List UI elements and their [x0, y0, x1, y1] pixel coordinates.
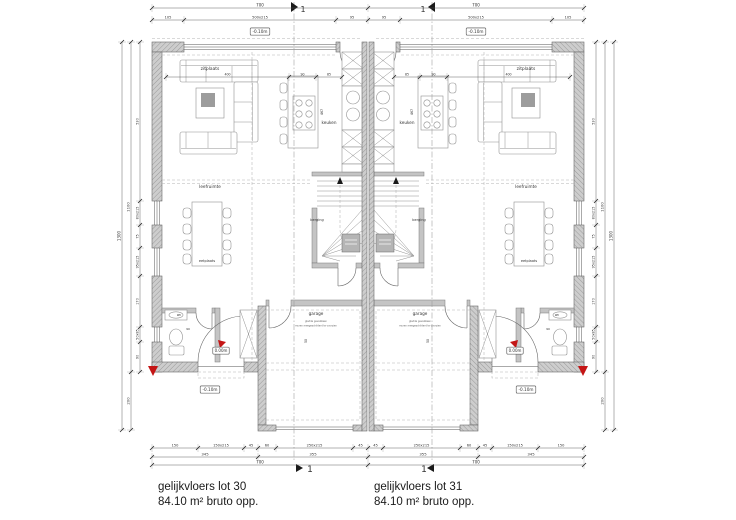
- dim-left-col-inner: [135, 40, 144, 374]
- svg-text:90: 90: [300, 72, 305, 77]
- svg-text:95x215: 95x215: [591, 255, 596, 269]
- svg-text:90: 90: [591, 354, 596, 360]
- svg-text:150: 150: [557, 443, 565, 448]
- house-lot30: [152, 39, 364, 432]
- kitchen-island: [280, 76, 318, 148]
- svg-text:75: 75: [591, 234, 596, 239]
- svg-text:0.00m: 0.00m: [508, 348, 522, 353]
- svg-text:85: 85: [326, 72, 332, 77]
- svg-text:1: 1: [420, 5, 426, 14]
- svg-text:355: 355: [419, 451, 427, 457]
- room-label-eetplaats-lot31: [521, 259, 538, 263]
- caption-lot31-area: 84.10 m² bruto opp.: [374, 496, 475, 508]
- caption-lot31: [374, 480, 474, 510]
- section-marker-1-top-left: [300, 5, 305, 14]
- room-label-garage-lot30: [309, 311, 324, 316]
- svg-text:500x215: 500x215: [252, 15, 268, 20]
- svg-text:700: 700: [472, 459, 480, 465]
- dim-kitchen-depth-lot30: [320, 109, 324, 115]
- svg-text:150x215: 150x215: [507, 443, 523, 448]
- svg-text:90: 90: [186, 327, 190, 331]
- red-markers: [148, 340, 588, 376]
- level-label-010-top-lot31: [466, 28, 486, 35]
- dim-bottom-row1: [150, 443, 586, 452]
- caption-lot30-title: gelijkvloers lot 30: [158, 481, 247, 493]
- svg-text:90: 90: [135, 354, 140, 360]
- svg-text:200: 200: [125, 397, 131, 405]
- svg-text:-0.10m: -0.10m: [468, 29, 484, 34]
- room-label-keuken-lot30: [321, 120, 336, 125]
- garage-note-line2-lot30: [295, 325, 337, 328]
- dim-garage-50-lot31: [426, 339, 430, 343]
- svg-text:muren meegeschilderd te voorzi: muren meegeschilderd te voorzien: [399, 324, 441, 328]
- svg-text:50x85: 50x85: [135, 329, 140, 340]
- svg-text:45: 45: [248, 443, 254, 448]
- svg-text:105: 105: [164, 15, 172, 20]
- kitchen-cabinets: [342, 52, 364, 172]
- dim-wc-90-lot31: [546, 327, 550, 331]
- svg-text:1100: 1100: [599, 202, 605, 212]
- svg-text:1300: 1300: [608, 230, 614, 242]
- svg-text:zitplaats: zitplaats: [200, 67, 220, 72]
- section-arrow-top-right: [428, 2, 435, 12]
- section-marker-1-bottom-left: [307, 465, 313, 475]
- svg-text:garage: garage: [412, 311, 428, 316]
- svg-text:700: 700: [472, 2, 480, 8]
- room-label-zitplaats-lot30: [201, 66, 220, 72]
- room-label-keuken-lot31: [399, 120, 414, 125]
- svg-text:60: 60: [264, 443, 270, 448]
- dim-right-col-outer: [608, 40, 618, 432]
- svg-text:80x215: 80x215: [591, 206, 596, 220]
- dim-kitchen-depth-lot31: [410, 109, 414, 115]
- caption-lot30: [158, 480, 258, 510]
- svg-text:1300: 1300: [116, 230, 122, 242]
- dim-top-row1: [150, 2, 586, 12]
- room-label-berging-lot31: [412, 218, 425, 222]
- svg-text:keuken: keuken: [321, 120, 337, 125]
- level-label-000-lot30: [213, 347, 229, 354]
- svg-text:1: 1: [300, 5, 306, 14]
- svg-text:-0.10m: -0.10m: [252, 29, 268, 34]
- room-label-zitplaats-lot31: [517, 66, 536, 72]
- svg-text:75: 75: [135, 234, 140, 239]
- section-marker-1-top-right: [420, 5, 425, 14]
- section-marker-1-bottom-right: [421, 465, 427, 475]
- level-label-010-bottom-lot30: [200, 386, 220, 393]
- svg-text:250x215: 250x215: [306, 443, 323, 448]
- house-lot31: [372, 39, 584, 432]
- svg-text:95: 95: [381, 15, 387, 20]
- level-label-010-top-lot30: [250, 28, 270, 35]
- svg-text:250x215: 250x215: [413, 443, 430, 448]
- svg-text:eetplaats: eetplaats: [520, 259, 538, 263]
- room-label-leefruimte-lot31: [515, 184, 537, 189]
- svg-text:95: 95: [349, 15, 355, 20]
- svg-text:90: 90: [431, 72, 436, 77]
- svg-text:700: 700: [256, 2, 264, 8]
- svg-text:50x85: 50x85: [591, 329, 596, 340]
- svg-text:wc: wc: [554, 313, 560, 317]
- svg-text:150x215: 150x215: [213, 443, 229, 448]
- garage-note-line1-lot31: [409, 320, 432, 323]
- svg-text:leefruimte: leefruimte: [199, 184, 221, 189]
- svg-text:1: 1: [307, 465, 313, 475]
- svg-text:50: 50: [426, 338, 430, 344]
- dim-left-col-mid: [125, 40, 135, 432]
- svg-text:berging: berging: [412, 218, 426, 222]
- room-label-berging-lot30: [310, 218, 323, 222]
- svg-text:leefruimte: leefruimte: [515, 184, 537, 189]
- svg-text:50: 50: [304, 338, 308, 344]
- svg-text:467: 467: [410, 108, 414, 116]
- svg-text:eetplaats: eetplaats: [198, 259, 216, 263]
- svg-text:garage: garage: [308, 311, 324, 316]
- svg-text:345: 345: [201, 451, 209, 457]
- svg-text:45: 45: [482, 443, 488, 448]
- svg-text:berging: berging: [310, 218, 324, 222]
- svg-text:keuken: keuken: [399, 120, 415, 125]
- svg-text:gladde gevelsteen: gladde gevelsteen: [304, 320, 328, 323]
- room-label-eetplaats-lot30: [199, 259, 216, 263]
- svg-text:530: 530: [591, 118, 596, 125]
- room-label-wc-lot31: [555, 313, 560, 317]
- room-label-garage-lot31: [413, 311, 428, 316]
- svg-text:zitplaats: zitplaats: [516, 67, 536, 72]
- svg-text:467: 467: [320, 108, 324, 116]
- svg-text:150: 150: [171, 443, 179, 448]
- svg-text:400: 400: [224, 72, 231, 77]
- svg-text:700: 700: [256, 459, 264, 465]
- svg-text:90: 90: [546, 327, 550, 331]
- section-arrow-top-left: [291, 2, 298, 12]
- svg-text:85: 85: [404, 72, 410, 77]
- svg-text:-0.10m: -0.10m: [518, 387, 534, 392]
- svg-text:45: 45: [373, 443, 378, 448]
- boiler-unit: [342, 234, 360, 252]
- svg-text:45: 45: [358, 443, 363, 448]
- svg-text:1100: 1100: [125, 202, 131, 212]
- svg-text:355: 355: [309, 451, 317, 457]
- svg-text:-0.10m: -0.10m: [202, 387, 218, 392]
- garage-note-line2-lot31: [399, 325, 441, 328]
- svg-text:345: 345: [527, 451, 535, 457]
- svg-text:gladde gevelsteen: gladde gevelsteen: [408, 320, 432, 323]
- svg-text:muren meegeschilderd te voorzi: muren meegeschilderd te voorzien: [295, 324, 337, 328]
- svg-text:0.00m: 0.00m: [214, 348, 228, 353]
- dining-table: [183, 202, 231, 266]
- tv-table: [196, 88, 224, 118]
- sofas: [180, 60, 258, 154]
- dim-top-row2: [150, 15, 586, 24]
- dim-left-col-outer: [116, 40, 126, 432]
- svg-text:170: 170: [591, 298, 596, 305]
- svg-text:60: 60: [466, 443, 472, 448]
- dim-wc-90-lot30: [186, 327, 190, 331]
- svg-text:80x215: 80x215: [135, 206, 140, 220]
- room-label-wc-lot30: [177, 313, 182, 317]
- svg-text:200: 200: [599, 397, 605, 405]
- hall-closet: [240, 310, 257, 358]
- garage-note-line1-lot30: [305, 320, 328, 323]
- level-label-000-lot31: [507, 347, 523, 354]
- svg-text:wc: wc: [176, 313, 182, 317]
- level-label-010-bottom-lot31: [516, 386, 536, 393]
- svg-text:500x215: 500x215: [468, 15, 484, 20]
- caption-lot31-title: gelijkvloers lot 31: [374, 481, 463, 493]
- party-wall: [362, 42, 374, 431]
- svg-text:400: 400: [505, 72, 512, 77]
- caption-lot30-area: 84.10 m² bruto opp.: [158, 496, 259, 508]
- svg-text:1: 1: [421, 465, 427, 475]
- svg-text:530: 530: [135, 118, 140, 125]
- dim-garage-50-lot30: [304, 339, 308, 343]
- svg-text:95x215: 95x215: [135, 255, 140, 269]
- room-label-leefruimte-lot30: [199, 184, 221, 189]
- svg-text:170: 170: [135, 298, 140, 305]
- svg-text:105: 105: [564, 15, 572, 20]
- dim-bottom-row2: [150, 451, 586, 461]
